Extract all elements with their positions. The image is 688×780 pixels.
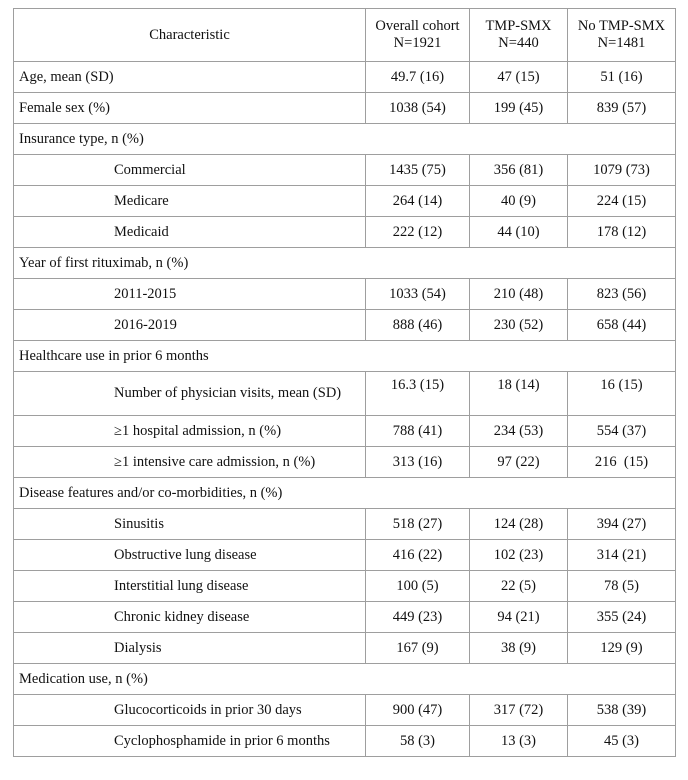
cell-overall: 900 (47) xyxy=(366,695,470,726)
cell-tmp-smx: 234 (53) xyxy=(470,416,568,447)
row-label: Glucocorticoids in prior 30 days xyxy=(14,695,366,726)
cell-overall: 313 (16) xyxy=(366,447,470,478)
header-tmp-smx xyxy=(470,9,568,62)
cell-tmp-smx: 13 (3) xyxy=(470,726,568,757)
cell-no-tmp-smx: 538 (39) xyxy=(568,695,676,726)
cell-overall: 888 (46) xyxy=(366,310,470,341)
cell-overall: 518 (27) xyxy=(366,509,470,540)
cell-tmp-smx: 230 (52) xyxy=(470,310,568,341)
cell-tmp-smx: 97 (22) xyxy=(470,447,568,478)
cell-tmp-smx: 124 (28) xyxy=(470,509,568,540)
cell-no-tmp-smx: 45 (3) xyxy=(568,726,676,757)
cell-no-tmp-smx: 314 (21) xyxy=(568,540,676,571)
row-label: Medicare xyxy=(14,186,366,217)
row-label: Dialysis xyxy=(14,633,366,664)
cell-no-tmp-smx: 216 (15) xyxy=(568,447,676,478)
cell-no-tmp-smx: 554 (37) xyxy=(568,416,676,447)
table-row xyxy=(14,372,676,416)
cell-no-tmp-smx: 51 (16) xyxy=(568,62,676,93)
table-row xyxy=(14,695,676,726)
row-label: 2011-2015 xyxy=(14,279,366,310)
cell-overall: 16.3 (15) xyxy=(366,372,470,416)
section-heading: Healthcare use in prior 6 months xyxy=(14,341,676,372)
section-heading: Insurance type, n (%) xyxy=(14,124,676,155)
cell-no-tmp-smx: 839 (57) xyxy=(568,93,676,124)
cell-overall: 1038 (54) xyxy=(366,93,470,124)
row-label: ≥1 hospital admission, n (%) xyxy=(14,416,366,447)
cell-no-tmp-smx: 129 (9) xyxy=(568,633,676,664)
cell-tmp-smx: 210 (48) xyxy=(470,279,568,310)
cell-no-tmp-smx: 224 (15) xyxy=(568,186,676,217)
cell-overall: 167 (9) xyxy=(366,633,470,664)
header-no-tmp-smx xyxy=(568,9,676,62)
section-heading: Medication use, n (%) xyxy=(14,664,676,695)
table-row xyxy=(14,62,676,93)
table-row xyxy=(14,447,676,478)
cell-no-tmp-smx: 178 (12) xyxy=(568,217,676,248)
row-label: Sinusitis xyxy=(14,509,366,540)
cell-overall: 100 (5) xyxy=(366,571,470,602)
cell-tmp-smx: 317 (72) xyxy=(470,695,568,726)
cell-tmp-smx: 47 (15) xyxy=(470,62,568,93)
cell-no-tmp-smx: 658 (44) xyxy=(568,310,676,341)
cell-overall: 264 (14) xyxy=(366,186,470,217)
cell-no-tmp-smx: 394 (27) xyxy=(568,509,676,540)
header-tmp-smx-n: N=440 xyxy=(498,35,539,51)
row-label: Commercial xyxy=(14,155,366,186)
section-row xyxy=(14,478,676,509)
row-label: Age, mean (SD) xyxy=(14,62,366,93)
cell-no-tmp-smx: 78 (5) xyxy=(568,571,676,602)
table-container xyxy=(13,8,676,757)
cell-no-tmp-smx: 1079 (73) xyxy=(568,155,676,186)
table-row xyxy=(14,155,676,186)
row-label: ≥1 intensive care admission, n (%) xyxy=(14,447,366,478)
row-label: Female sex (%) xyxy=(14,93,366,124)
cell-tmp-smx: 94 (21) xyxy=(470,602,568,633)
section-row xyxy=(14,248,676,279)
cell-overall: 222 (12) xyxy=(366,217,470,248)
cell-tmp-smx: 22 (5) xyxy=(470,571,568,602)
row-label: Chronic kidney disease xyxy=(14,602,366,633)
section-heading: Disease features and/or co-morbidities, n (%) xyxy=(14,478,676,509)
cell-tmp-smx: 199 (45) xyxy=(470,93,568,124)
cell-overall: 788 (41) xyxy=(366,416,470,447)
cell-tmp-smx: 18 (14) xyxy=(470,372,568,416)
cell-tmp-smx: 38 (9) xyxy=(470,633,568,664)
section-row xyxy=(14,341,676,372)
section-row xyxy=(14,664,676,695)
table-row xyxy=(14,93,676,124)
section-row xyxy=(14,124,676,155)
cell-overall: 49.7 (16) xyxy=(366,62,470,93)
cell-overall: 1435 (75) xyxy=(366,155,470,186)
row-label: 2016-2019 xyxy=(14,310,366,341)
section-heading: Year of first rituximab, n (%) xyxy=(14,248,676,279)
header-overall-cohort xyxy=(366,9,470,62)
row-label: Obstructive lung disease xyxy=(14,540,366,571)
table-row xyxy=(14,310,676,341)
table-row xyxy=(14,217,676,248)
table-row xyxy=(14,416,676,447)
cell-overall: 449 (23) xyxy=(366,602,470,633)
table-row xyxy=(14,186,676,217)
cell-no-tmp-smx: 823 (56) xyxy=(568,279,676,310)
table-row xyxy=(14,279,676,310)
table-row xyxy=(14,726,676,757)
cell-overall: 416 (22) xyxy=(366,540,470,571)
header-no-tmp-smx-n: N=1481 xyxy=(597,35,646,51)
header-characteristic: Characteristic xyxy=(14,9,366,62)
header-overall-label: Overall cohort xyxy=(375,18,460,34)
cell-tmp-smx: 356 (81) xyxy=(470,155,568,186)
row-label: Medicaid xyxy=(14,217,366,248)
table-row xyxy=(14,509,676,540)
table-row xyxy=(14,571,676,602)
cell-no-tmp-smx: 355 (24) xyxy=(568,602,676,633)
cell-no-tmp-smx: 16 (15) xyxy=(568,372,676,416)
row-label: Number of physician visits, mean (SD) xyxy=(14,372,366,416)
characteristics-table xyxy=(13,8,676,757)
cell-tmp-smx: 102 (23) xyxy=(470,540,568,571)
row-label: Cyclophosphamide in prior 6 months xyxy=(14,726,366,757)
header-overall-n: N=1921 xyxy=(393,35,442,51)
cell-overall: 1033 (54) xyxy=(366,279,470,310)
cell-overall: 58 (3) xyxy=(366,726,470,757)
table-row xyxy=(14,602,676,633)
header-row xyxy=(14,9,676,62)
row-label: Interstitial lung disease xyxy=(14,571,366,602)
header-tmp-smx-label: TMP-SMX xyxy=(485,18,552,34)
table-row xyxy=(14,633,676,664)
cell-tmp-smx: 40 (9) xyxy=(470,186,568,217)
cell-tmp-smx: 44 (10) xyxy=(470,217,568,248)
table-row xyxy=(14,540,676,571)
header-no-tmp-smx-label: No TMP-SMX xyxy=(577,18,666,34)
